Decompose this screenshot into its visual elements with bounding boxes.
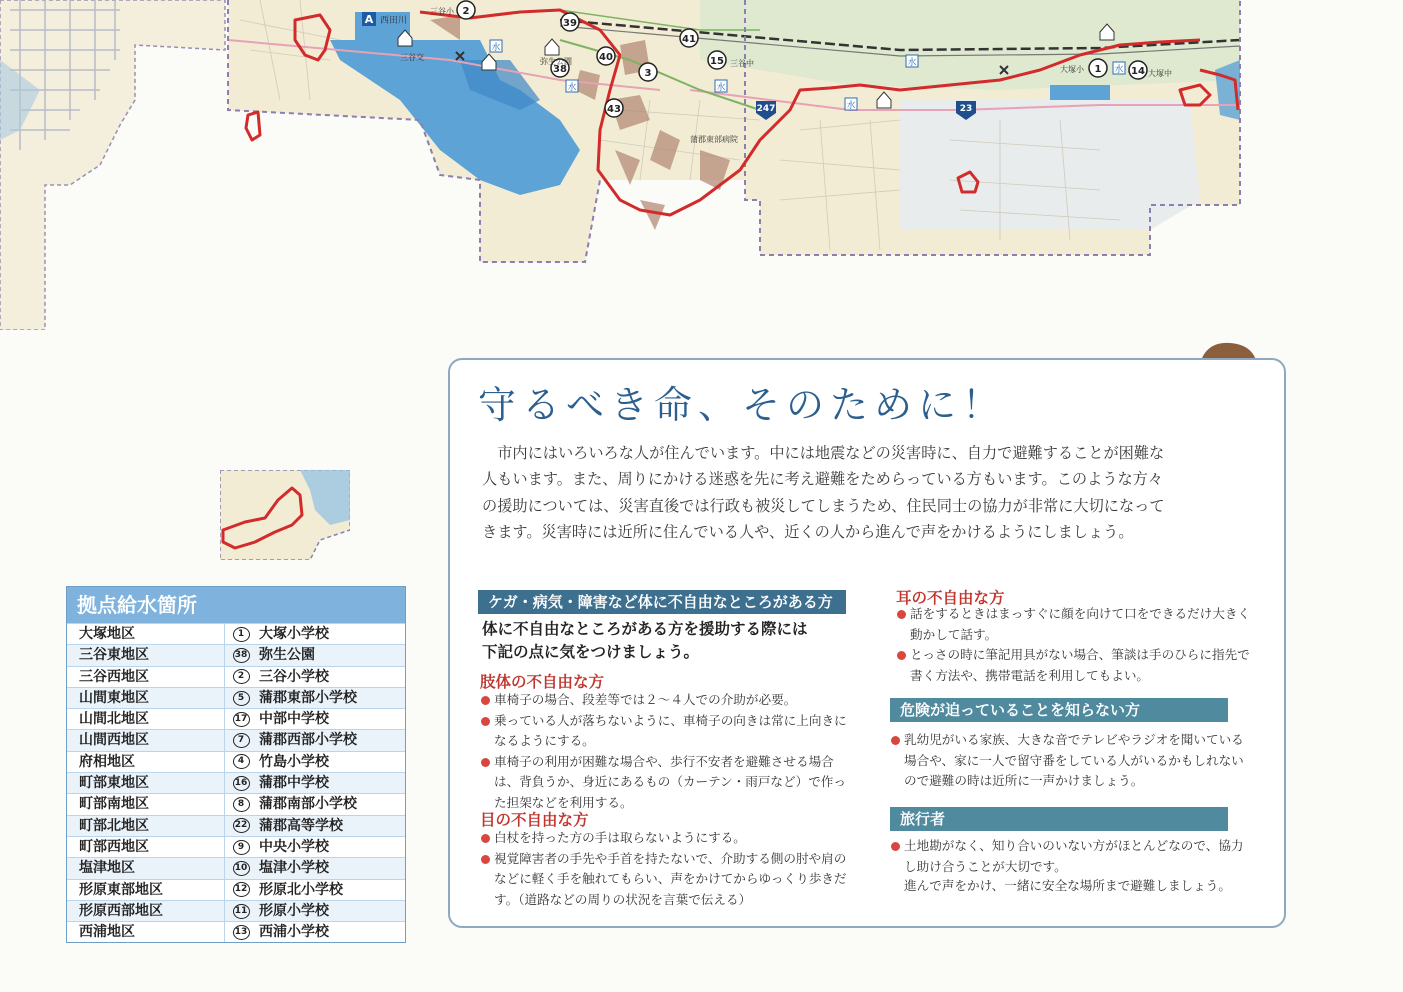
- svg-text:西田川: 西田川: [380, 16, 408, 26]
- district-name: 大塚地区: [67, 624, 225, 644]
- district-name: 府相地区: [67, 752, 225, 772]
- limb-list: [480, 690, 855, 813]
- site-number-badge: [231, 645, 251, 665]
- site-number-badge: [231, 794, 251, 814]
- svg-text:水: 水: [907, 58, 917, 68]
- svg-text:大塚小: 大塚小: [1060, 65, 1084, 74]
- water-supply-row: [67, 879, 405, 900]
- site-number-badge: [231, 901, 251, 921]
- district-name: 塩津地区: [67, 858, 225, 878]
- route-number-label: 38: [553, 64, 567, 75]
- supply-site: 蒲郡高等学校: [259, 817, 343, 834]
- site-number: 16: [233, 776, 250, 791]
- water-supply-row: [67, 836, 405, 857]
- site-number-badge: [231, 816, 251, 836]
- water-supply-row: [67, 772, 405, 793]
- bullet-item: 車椅子の場合、段差等では２～４人での介助が必要。: [480, 690, 855, 711]
- site-number-badge: [231, 752, 251, 772]
- supply-site: 塩津小学校: [259, 860, 329, 877]
- bullet-item: 車椅子の利用が困難な場合や、歩行不安者を避難させる場合は、背負うか、身近にあるもの（カーテン・雨戸など）で作った担架などを利用する。: [480, 752, 855, 814]
- route-number-marker[interactable]: [561, 13, 579, 31]
- info-panel: [448, 358, 1286, 928]
- district-name: 三谷西地区: [67, 667, 225, 687]
- water-supply-row: [67, 921, 405, 942]
- site-number: 10: [233, 861, 250, 876]
- district-name: 山間東地区: [67, 688, 225, 708]
- ear-list: [896, 604, 1258, 686]
- route-number-marker[interactable]: [597, 47, 615, 65]
- supply-site: 大塚小学校: [259, 626, 329, 642]
- supply-site: 蒲郡南部小学校: [259, 796, 357, 813]
- section-injury-heading: ケガ・病気・障害など体に不自由なところがある方: [478, 590, 846, 614]
- island-inset: [220, 470, 350, 560]
- supply-site: 形原小学校: [259, 902, 329, 919]
- map-left-area: [0, 0, 225, 330]
- site-number: 22: [233, 818, 250, 833]
- svg-text:大塚中: 大塚中: [1148, 69, 1172, 78]
- site-number: 2: [233, 669, 250, 684]
- water-supply-row: [67, 751, 405, 772]
- site-number: 9: [233, 840, 250, 855]
- panel-title: 守るべき命、そのために！: [478, 383, 1007, 427]
- site-number: 38: [233, 648, 250, 663]
- water-supply-row: [67, 644, 405, 665]
- panel-intro: 市内にはいろいろな人が住んでいます。中には地震などの災害時に、自力で避難することが困難な人もいます。また、周りにかける迷惑を先に考え避難をためらっている方もいます。このような方々の援助については、災害直後では行政も被災してしまうため、住民同士の協力が非常に大切になってきます。災害時には近所に住んでいる人や、近くの人から進んで声をかけるようにしましょう。: [482, 444, 1165, 542]
- water-supply-row: [67, 687, 405, 708]
- route-number-label: 2: [462, 6, 470, 17]
- eye-list: [480, 828, 855, 910]
- site-number-badge: [231, 730, 251, 750]
- road-number-label: 247: [756, 104, 776, 114]
- supply-site: 西浦小学校: [259, 924, 329, 941]
- road-number-label: 23: [959, 104, 973, 114]
- danger-list: [890, 730, 1252, 792]
- section-traveler-heading: 旅行者: [890, 807, 1228, 831]
- site-number-badge: [231, 624, 251, 644]
- site-number: 11: [233, 904, 250, 919]
- route-number-label: 41: [682, 34, 696, 45]
- supply-site: 形原北小学校: [259, 881, 343, 898]
- route-number-label: 43: [607, 104, 621, 115]
- svg-text:水: 水: [491, 43, 501, 53]
- site-number-badge: [231, 880, 251, 900]
- route-number-label: 3: [644, 68, 652, 79]
- route-number-marker[interactable]: [708, 51, 726, 69]
- route-number-label: 1: [1094, 64, 1102, 75]
- water-supply-row: [67, 815, 405, 836]
- bullet-item: 白杖を持った方の手は取らないようにする。: [480, 828, 855, 849]
- water-supply-row: [67, 666, 405, 687]
- site-number-badge: [231, 773, 251, 793]
- district-name: 町部西地区: [67, 837, 225, 857]
- supply-site: 蒲郡東部小学校: [259, 689, 357, 706]
- bullet-item: 視覚障害者の手先や手首を持たないで、介助する側の肘や肩のなどに軽く手を触れてもらい、声をかけてからゆっくり歩きだす。（道路などの周りの状況を言葉で伝える）: [480, 849, 855, 911]
- bullet-item: 話をするときはまっすぐに顔を向けて口をできるだけ大きく動かして話す。: [896, 604, 1258, 645]
- bullet-item: とっさの時に筆記用具がない場合、筆談は手のひらに指先で書く方法や、携帯電話を利用してもよい。: [896, 645, 1258, 686]
- svg-text:水: 水: [1114, 65, 1124, 75]
- svg-text:弥生公園: 弥生公園: [540, 57, 572, 66]
- water-supply-row: [67, 623, 405, 644]
- route-number-label: 15: [710, 56, 724, 67]
- route-number-marker[interactable]: [457, 1, 475, 19]
- limb-heading: 肢体の不自由な方: [480, 673, 605, 691]
- district-name: 三谷東地区: [67, 645, 225, 665]
- site-number: 13: [233, 925, 250, 940]
- ear-heading: 耳の不自由な方: [896, 589, 1005, 607]
- water-supply-row: [67, 900, 405, 921]
- svg-text:三谷小: 三谷小: [430, 7, 454, 16]
- supply-site: 三谷小学校: [259, 668, 329, 685]
- district-name: 山間北地区: [67, 709, 225, 729]
- site-number: 8: [233, 797, 250, 812]
- supply-site: 蒲郡中学校: [259, 775, 329, 792]
- supply-site: 弥生公園: [259, 647, 315, 664]
- map: [0, 0, 1403, 330]
- svg-text:水: 水: [567, 83, 577, 93]
- site-number: 17: [233, 712, 250, 727]
- water-supply-rows: [67, 623, 405, 942]
- district-name: 形原西部地区: [67, 901, 225, 921]
- traveler-list: [890, 836, 1252, 877]
- district-name: 形原東部地区: [67, 880, 225, 900]
- route-number-marker[interactable]: [1129, 61, 1147, 79]
- site-number: 7: [233, 733, 250, 748]
- site-number-badge: [231, 922, 251, 942]
- injury-lead-line-2: 下記の点に気をつけましょう。: [482, 643, 700, 661]
- route-number-marker[interactable]: [605, 99, 623, 117]
- route-number-label: 14: [1131, 66, 1145, 77]
- map-main-area: [228, 0, 1240, 262]
- water-supply-table: [66, 586, 406, 943]
- injury-lead-line-1: 体に不自由なところがある方を援助する際には: [482, 620, 808, 638]
- water-supply-row: [67, 708, 405, 729]
- bullet-item: 乗っている人が落ちないように、車椅子の向きは常に上向きになるようにする。: [480, 711, 855, 752]
- water-supply-row: [67, 793, 405, 814]
- site-number-badge: [231, 667, 251, 687]
- water-supply-row: [67, 729, 405, 750]
- site-number-badge: [231, 688, 251, 708]
- svg-text:三谷交: 三谷交: [400, 53, 424, 62]
- traveler-note: 進んで声をかけ、一緒に安全な場所まで避難しましょう。: [904, 878, 1231, 893]
- district-name: 西浦地区: [67, 922, 225, 942]
- section-danger-heading: 危険が迫っていることを知らない方: [890, 698, 1228, 722]
- supply-site: 蒲郡西部小学校: [259, 732, 357, 749]
- supply-site: 中部中学校: [259, 711, 329, 728]
- eye-heading: 目の不自由な方: [480, 811, 589, 829]
- water-supply-row: [67, 857, 405, 878]
- site-number: 5: [233, 691, 250, 706]
- supply-site: 中央小学校: [259, 838, 329, 855]
- route-number-marker[interactable]: [1089, 59, 1107, 77]
- district-name: 山間西地区: [67, 730, 225, 750]
- district-name: 町部東地区: [67, 773, 225, 793]
- site-number-badge: [231, 837, 251, 857]
- site-number: 1: [233, 627, 250, 642]
- route-number-marker[interactable]: [680, 29, 698, 47]
- svg-text:水: 水: [716, 83, 726, 93]
- site-number-badge: [231, 709, 251, 729]
- svg-text:三谷中: 三谷中: [730, 59, 754, 68]
- site-number: 12: [233, 882, 250, 897]
- bullet-item: 乳幼児がいる家族、大きな音でテレビやラジオを聞いている場合や、家に一人で留守番をしている人がいるかもしれないので避難の時は近所に一声かけましょう。: [890, 730, 1252, 792]
- svg-text:水: 水: [846, 101, 856, 111]
- district-name: 町部南地区: [67, 794, 225, 814]
- bullet-item: 土地勘がなく、知り合いのいない方がほとんどなので、協力し助け合うことが大切です。: [890, 836, 1252, 877]
- injury-lead: [482, 618, 808, 664]
- route-number-marker[interactable]: [639, 63, 657, 81]
- route-number-label: 40: [599, 52, 613, 63]
- site-number: 4: [233, 754, 250, 769]
- district-name: 町部北地区: [67, 816, 225, 836]
- supply-site: 竹島小学校: [259, 753, 329, 770]
- svg-text:A: A: [364, 13, 374, 26]
- water-supply-table-title: 拠点給水箇所: [67, 587, 405, 623]
- svg-text:蒲郡東部病院: 蒲郡東部病院: [690, 135, 738, 144]
- site-number-badge: [231, 858, 251, 878]
- route-number-label: 39: [563, 18, 577, 29]
